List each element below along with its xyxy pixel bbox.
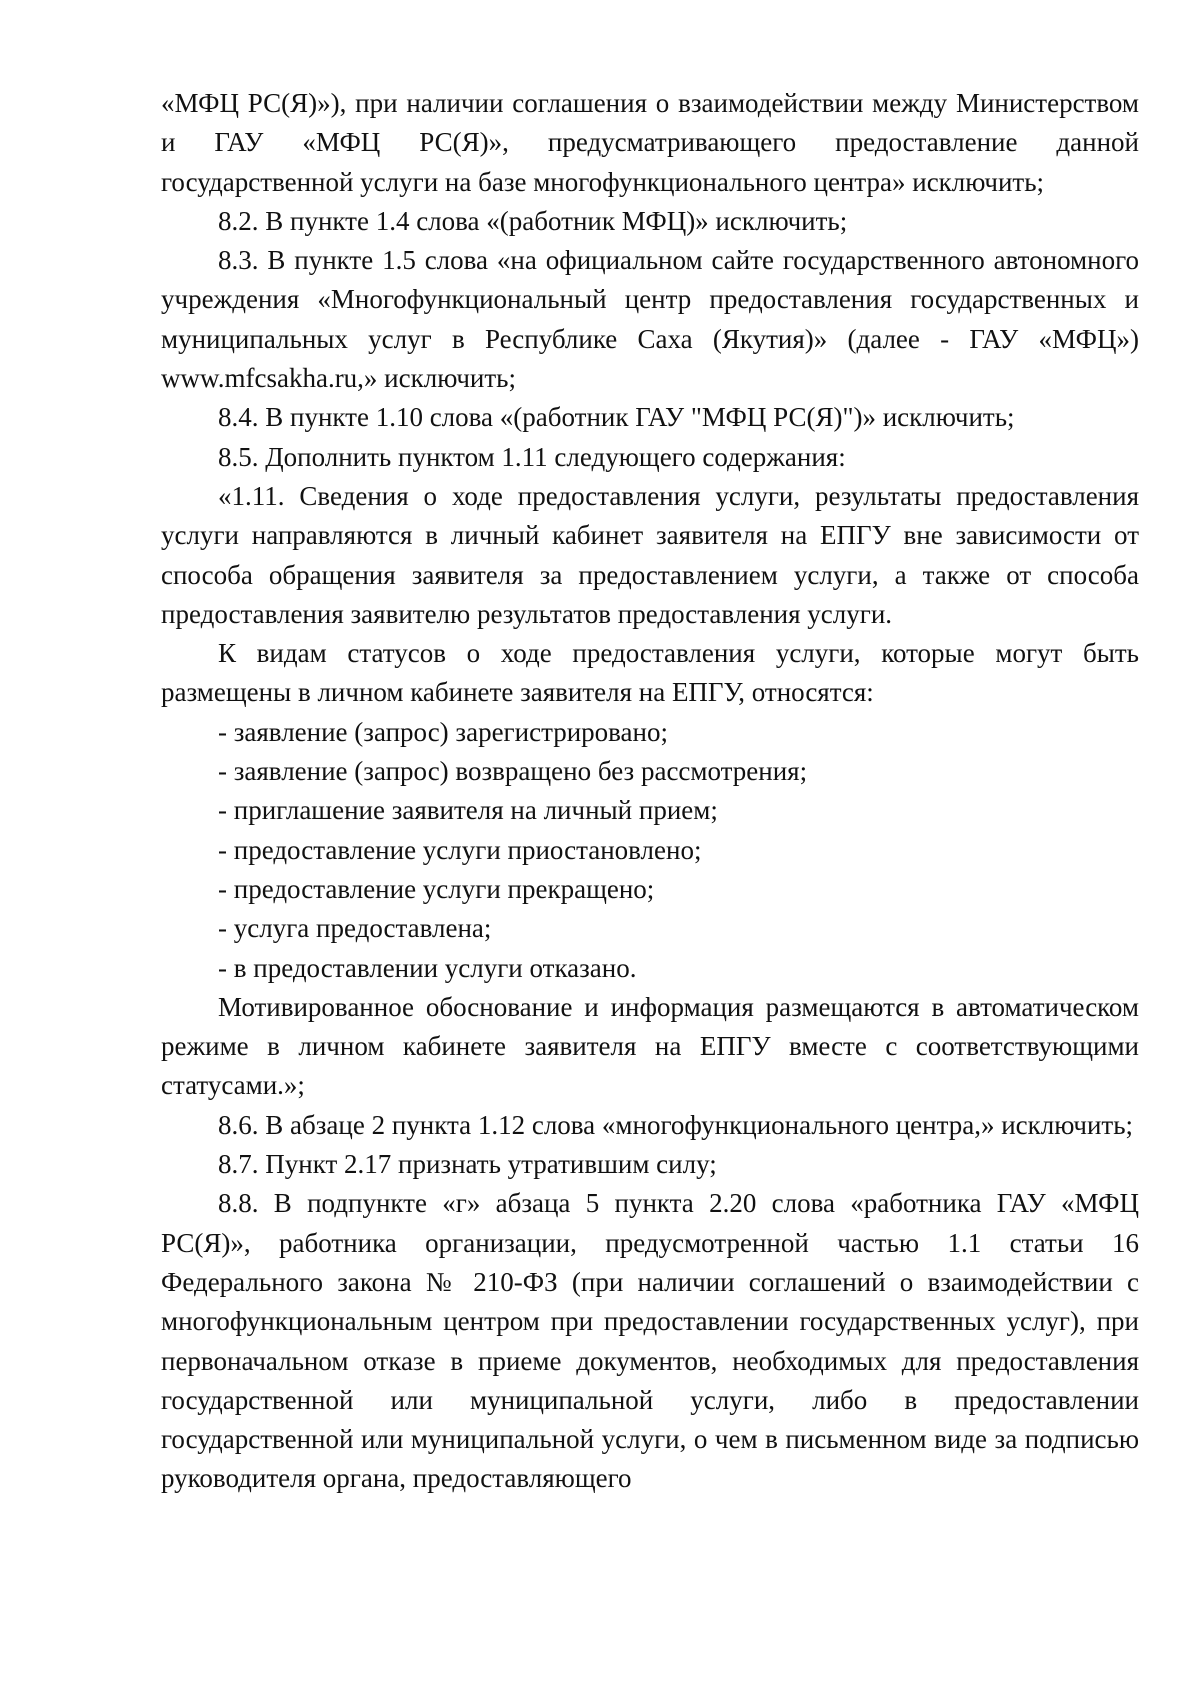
list-item-status-provided: - услуга предоставлена;	[218, 913, 492, 944]
paragraph-8-4: 8.4. В пункте 1.10 слова «(работник ГАУ "МФЦ РС(Я)")» исключить;	[218, 402, 1015, 433]
list-item-status-refused: - в предоставлении услуги отказано.	[218, 952, 637, 983]
list-item-status-terminated: - предоставление услуги прекращено;	[218, 873, 655, 904]
paragraph-8-3: 8.3. В пункте 1.5 слова «на официальном сайте государственного автономного учреждения «Многофункциональный центр предоставления государственных и муниципальных услуг в Республике Саха (Якутия)» (далее - ГАУ «МФЦ») www.mfcsakha.ru,» исключить;	[161, 245, 1139, 394]
paragraph-continuation: «МФЦ РС(Я)»), при наличии соглашения о взаимодействии между Министерством и ГАУ «МФЦ РС(Я)», предусматривающего предоставление данной государственной услуги на базе многофункционального центра» исключить;	[161, 88, 1139, 197]
paragraph-motivated-justification: Мотивированное обоснование и информация размещаются в автоматическом режиме в личном кабинете заявителя на ЕПГУ вместе с соответствующими статусами.»;	[161, 991, 1139, 1101]
list-item-status-registered: - заявление (запрос) зарегистрировано;	[218, 716, 668, 747]
paragraph-status-intro: К видам статусов о ходе предоставления услуги, которые могут быть размещены в личном кабинете заявителя на ЕПГУ, относятся:	[161, 638, 1139, 708]
paragraph-8-6: 8.6. В абзаце 2 пункта 1.12 слова «многофункционального центра,» исключить;	[218, 1109, 1134, 1140]
paragraph-8-8: 8.8. В подпункте «г» абзаца 5 пункта 2.20 слова «работника ГАУ «МФЦ РС(Я)», работника организации, предусмотренной частью 1.1 статьи 16 Федерального закона № 210-ФЗ (при наличии соглашений о взаимодействии с многофункциональным центром при предоставлении государственных услуг), при первоначальном отказе в приеме документов, необходимых для предоставления государственной или муниципальной услуги, либо в предоставлении государственной или муниципальной услуги, о чем в письменном виде за подписью руководителя органа, предоставляющего	[161, 1188, 1139, 1494]
list-item-status-invitation: - приглашение заявителя на личный прием;	[218, 795, 718, 826]
paragraph-8-7: 8.7. Пункт 2.17 признать утратившим силу;	[218, 1149, 717, 1180]
paragraph-8-5: 8.5. Дополнить пунктом 1.11 следующего содержания:	[218, 441, 846, 472]
list-item-status-suspended: - предоставление услуги приостановлено;	[218, 834, 702, 865]
list-item-status-returned: - заявление (запрос) возвращено без рассмотрения;	[218, 756, 808, 787]
document-body	[161, 84, 1139, 1499]
paragraph-8-2: 8.2. В пункте 1.4 слова «(работник МФЦ)» исключить;	[218, 205, 848, 236]
paragraph-1-11: «1.11. Сведения о ходе предоставления услуги, результаты предоставления услуги направляются в личный кабинет заявителя на ЕПГУ вне зависимости от способа обращения заявителя за предоставлением услуги, а также от способа предоставления заявителю результатов предоставления услуги.	[161, 480, 1139, 629]
